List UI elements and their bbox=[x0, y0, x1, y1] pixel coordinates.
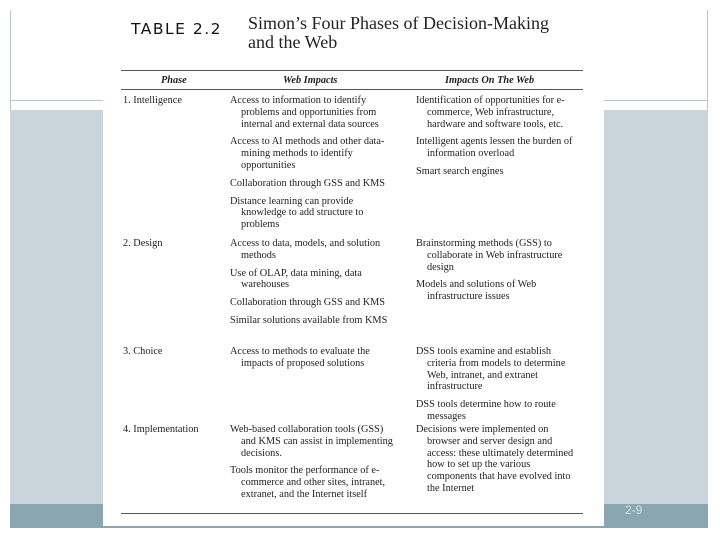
web-impact-item: Collaboration through GSS and KMS bbox=[230, 297, 386, 309]
table-title-line-1: Simon’s Four Phases of Decision-Making bbox=[248, 13, 549, 33]
header-phase: Phase bbox=[161, 75, 187, 86]
table-bottom-rule bbox=[121, 513, 583, 514]
row-phase-design: 2. Design bbox=[123, 238, 163, 249]
web-impact-item: Access to data, models, and solution methods bbox=[230, 238, 381, 261]
impact-on-web-item: Intelligent agents lessen the burden of information overload bbox=[416, 136, 573, 160]
table-title-line-2: and the Web bbox=[248, 32, 338, 52]
header-impacts-on-web: Impacts On The Web bbox=[445, 75, 535, 86]
impact-on-web-item: DSS tools determine how to route messages bbox=[416, 399, 556, 422]
web-impact-item: Access to methods to evaluate the impacts of proposed solutions bbox=[230, 346, 370, 369]
table-title bbox=[248, 14, 549, 52]
web-impact-item: Collaboration through GSS and KMS bbox=[230, 177, 386, 189]
row-intelligence-impacts-on-web bbox=[416, 95, 576, 184]
web-impact-item: Use of OLAP, data mining, data warehouses bbox=[230, 267, 362, 291]
web-impact-item: Tools monitor the performance of e-commerce and other sites, intranet, extranet, and the Internet itself bbox=[230, 465, 386, 500]
table-label: TABLE 2.2 bbox=[131, 20, 223, 38]
web-impact-item: Distance learning can provide knowledge to add structure to problems bbox=[230, 195, 364, 231]
web-impact-item: Access to information to identify problems and opportunities from internal and external data sources bbox=[230, 95, 379, 130]
table-top-rule bbox=[121, 70, 583, 71]
row-design-web-impacts bbox=[230, 238, 395, 333]
table-card bbox=[103, 0, 604, 526]
row-phase-choice: 3. Choice bbox=[123, 346, 163, 357]
header-web-impacts: Web Impacts bbox=[283, 75, 338, 86]
row-intelligence-web-impacts bbox=[230, 95, 395, 237]
slide-frame-right bbox=[707, 10, 708, 110]
slide-number: 2-9 bbox=[625, 503, 643, 517]
impact-on-web-item: Decisions were implemented on browser and server design and access: these ultimately determined how to set up the various components that have evolved into the Internet bbox=[416, 424, 574, 494]
row-phase-intelligence: 1. Intelligence bbox=[123, 95, 182, 106]
row-phase-implementation: 4. Implementation bbox=[123, 424, 199, 435]
impact-on-web-item: Identification of opportunities for e-commerce, Web infrastructure, hardware and software tools, etc. bbox=[416, 95, 565, 130]
row-design-impacts-on-web bbox=[416, 238, 576, 309]
impact-on-web-item: Brainstorming methods (GSS) to collaborate in Web infrastructure design bbox=[416, 238, 563, 273]
row-choice-web-impacts bbox=[230, 346, 395, 376]
web-impact-item: Access to AI methods and other data-mining methods to identify opportunities bbox=[230, 136, 385, 171]
web-impact-item: Web-based collaboration tools (GSS) and KMS can assist in implementing decisions. bbox=[230, 424, 393, 459]
impact-on-web-item: Models and solutions of Web infrastructure issues bbox=[416, 279, 537, 303]
impact-on-web-item: DSS tools examine and establish criteria from models to determine Web, intranet, and extranet infrastructure bbox=[416, 346, 566, 393]
row-implementation-impacts-on-web bbox=[416, 424, 576, 501]
slide-frame-left bbox=[10, 10, 11, 110]
impact-on-web-item: Smart search engines bbox=[416, 165, 504, 177]
row-implementation-web-impacts bbox=[230, 424, 395, 507]
web-impact-item: Similar solutions available from KMS bbox=[230, 314, 388, 326]
row-choice-impacts-on-web bbox=[416, 346, 576, 429]
header-bottom-rule bbox=[121, 89, 583, 90]
